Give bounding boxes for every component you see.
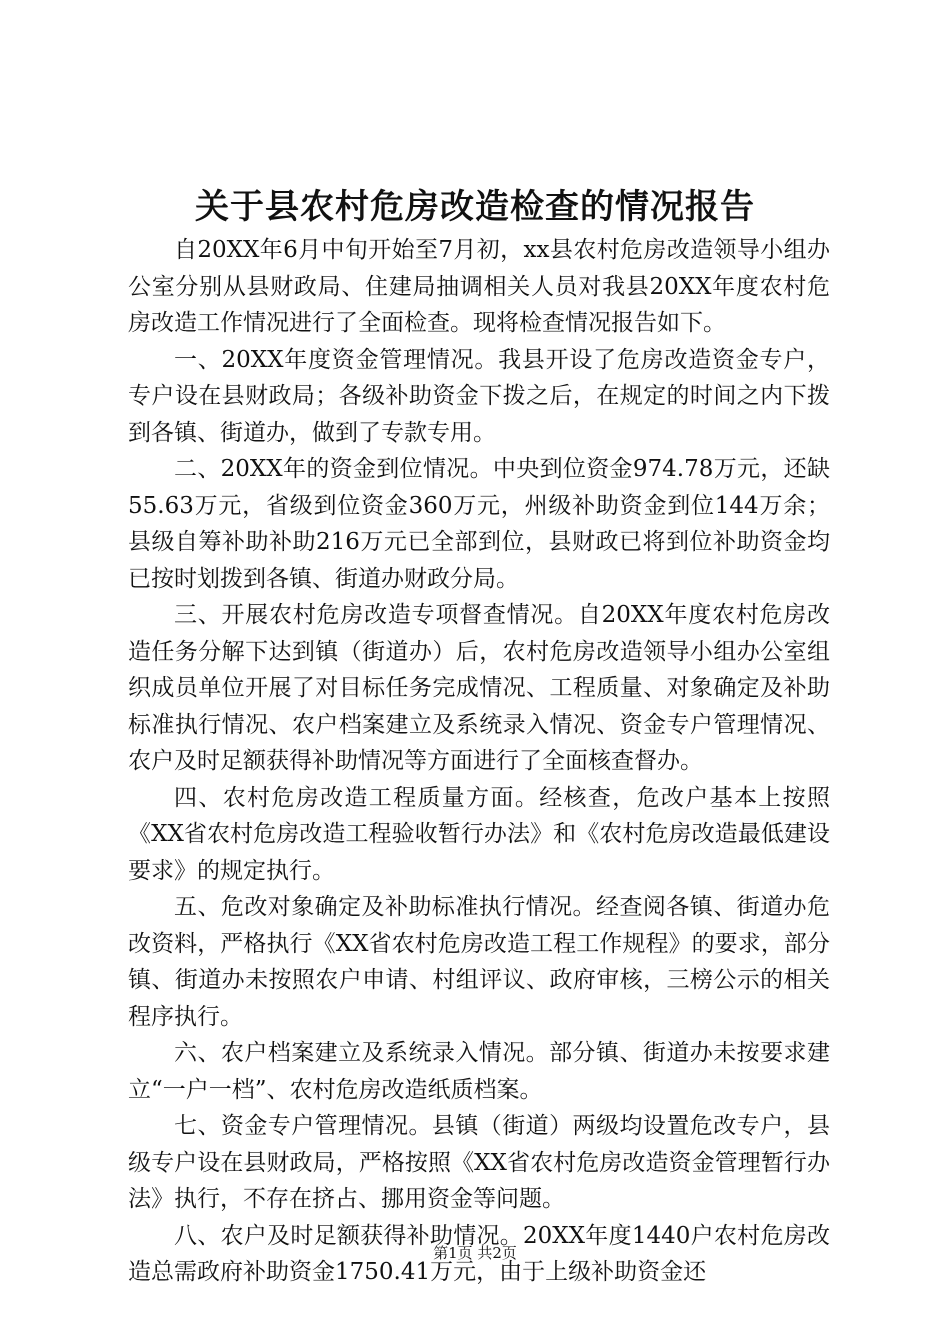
paragraph-section-2: 二、20XX年的资金到位情况。中央到位资金974.78万元，还缺55.63万元，省级到位资金360万元，州级补助资金到位144万余；县级自筹补助补助216万元已全部到位，县财政已将到位补助资金均已按时划拨到各镇、街道办财政分局。 [128,456,830,592]
paragraph-section-7: 七、资金专户管理情况。县镇（街道）两级均设置危改专户，县级专户设在县财政局，严格按照《XX省农村危房改造资金管理暂行办法》执行，不存在挤占、挪用资金等问题。 [128,1113,830,1212]
paragraph-intro: 自20XX年6月中旬开始至7月初，xx县农村危房改造领导小组办公室分别从县财政局、住建局抽调相关人员对我县20XX年度农村危房改造工作情况进行了全面检查。现将检查情况报告如下。 [128,237,830,336]
document-title: 关于县农村危房改造检查的情况报告 [195,187,755,227]
document-body [128,232,830,1291]
paragraph-section-1: 一、20XX年度资金管理情况。我县开设了危房改造资金专户，专户设在县财政局；各级补助资金下拨之后，在规定的时间之内下拨到各镇、街道办，做到了专款专用。 [128,346,830,446]
paragraph-section-3: 三、开展农村危房改造专项督查情况。自20XX年度农村危房改造任务分解下达到镇（街道办）后，农村危房改造领导小组办公室组织成员单位开展了对目标任务完成情况、工程质量、对象确定及补助标准执行情况、农户档案建立及系统录入情况、资金专户管理情况、农户及时足额获得补助情况等方面进行了全面核查督办。 [128,602,830,774]
paragraph-section-4: 四、农村危房改造工程质量方面。经核查，危改户基本上按照《XX省农村危房改造工程验收暂行办法》和《农村危房改造最低建设要求》的规定执行。 [128,784,830,884]
page-number-footer: 第1页 共2页 [433,1244,517,1262]
paragraph-section-6: 六、农户档案建立及系统录入情况。部分镇、街道办未按要求建立“一户一档”、农村危房改造纸质档案。 [128,1040,830,1103]
paragraph-section-5: 五、危改对象确定及补助标准执行情况。经查阅各镇、街道办危改资料，严格执行《XX省农村危房改造工程工作规程》的要求，部分镇、街道办未按照农户申请、村组评议、政府审核，三榜公示的相关程序执行。 [128,894,830,1030]
paragraph-section-8: 八、农户及时足额获得补助情况。20XX年度1440户农村危房改造总需政府补助资金1750.41万元，由于上级补助资金还 [128,1222,830,1285]
